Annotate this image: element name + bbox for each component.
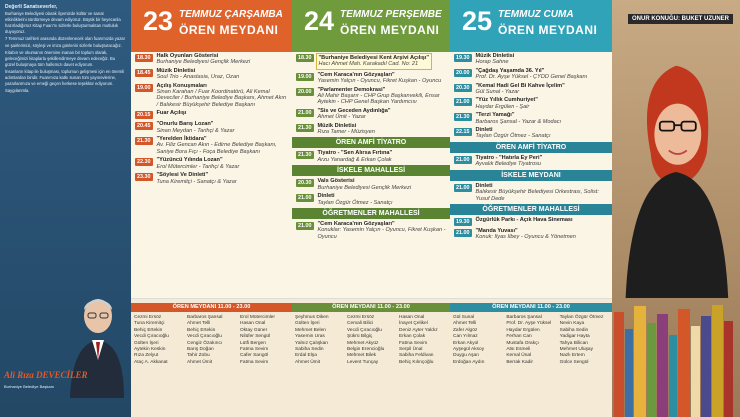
author-column (295, 315, 343, 366)
author-name: Ayşegül Aksoy (453, 347, 485, 353)
author-name: Mehmet Belen (295, 327, 326, 333)
day-month: TEMMUZ CUMA (498, 9, 574, 20)
event-title: Özgürlük Parkı - Açık Hava Sineması (475, 216, 573, 223)
signing-header: ÖREN MEYDANI 11.00 - 23.00 (292, 303, 450, 312)
event-time: 21.00 (298, 222, 312, 229)
event-time: 20.00 (456, 69, 470, 76)
section-header: İSKELE MAHALLESİ (292, 165, 450, 176)
author-name: Behiç Ertekin (134, 327, 163, 333)
event-title: "Yüz Yıllık Cumhuriyet" (475, 97, 538, 104)
author-name: Kemal Ünal (506, 353, 532, 359)
event-title: "Burhaniye Belediyesi Kent Arşivi Açılışı" (318, 55, 430, 61)
message-paragraph: İnsanların kitap ile buluşması, toplumun gelişmesi için en önemli adımlardan biridir. Fuarımıza katkı sunan tüm yayınevlerine, yazarlarımıza ve emeği geçen herkese teşekkür ediyorum. (5, 68, 124, 87)
author-name: Tahir Zobu (187, 353, 210, 359)
author-name: Ahmet Telli (187, 321, 211, 327)
author-name: Erkan Akyol (453, 340, 479, 346)
event-item (135, 136, 288, 155)
event-item (135, 83, 288, 109)
author-name: Cezmi Ersöz (134, 315, 162, 320)
book-spine (614, 312, 624, 417)
author-name: Zafer Algöz (453, 327, 478, 333)
event-detail: Ali Mahir Başarır - CHP Grup Başkanvekili, Ensar Aytekin - CHP Genel Başkan Yardımcısı (317, 93, 440, 106)
book-spine (625, 329, 633, 417)
author-name: Hasan Onal (240, 321, 266, 327)
event-time: 20.45 (137, 123, 151, 130)
author-name: Barış Doğan (187, 347, 214, 353)
event-time: 20.15 (137, 112, 151, 119)
event-detail: Erol Mütercimler - Tarihçi & Yazar (156, 163, 240, 170)
day-column-25 (450, 0, 612, 417)
event-time: 20.00 (298, 88, 312, 95)
event-item (296, 178, 446, 191)
event-time: 21.30 (298, 124, 312, 131)
author-name: Yadigar Hayta (559, 334, 590, 340)
event-title: "Söylesi Ve Dinleti" (156, 172, 209, 179)
author-name: Yalnız Çalışkan (295, 340, 328, 346)
author-list (292, 312, 450, 369)
author-name: Oktay Güner (240, 327, 268, 333)
author-name: Şeyhmus Diken (295, 315, 329, 320)
book-spine (657, 314, 668, 417)
event-detail: Haydar Ergülen - Şair (475, 103, 530, 110)
event-time: 19.30 (456, 55, 470, 61)
day-venue: ÖREN MEYDANI (340, 23, 440, 37)
section-header: ÖĞRETMENLER MAHALLESİ (450, 204, 612, 215)
event-item (454, 228, 608, 241)
event-title: "Yerelden İktidara" (156, 136, 207, 143)
event-title: Dinleti (475, 182, 493, 189)
author-name: Cemali Bilici (347, 321, 374, 327)
section-header: ÖREN AMFİ TİYATRO (292, 137, 450, 148)
event-detail: Hacı Ahmet Mah. Karakadıl Cad. No: 21 (318, 61, 419, 68)
day-venue: ÖREN MEYDANI (179, 23, 279, 37)
event-time: 19.30 (456, 218, 470, 225)
author-name: Tahya Bilican (559, 340, 588, 346)
event-title: "Onurlu Barış Lozan" (156, 121, 214, 128)
author-name: Deniz Ayter Yaldız (399, 327, 438, 333)
event-time: 21.00 (456, 229, 470, 236)
event-time: 21.00 (298, 109, 312, 116)
event-time: 18.45 (137, 69, 151, 76)
section-header: İSKELE MEYDANI (450, 170, 612, 181)
author-column (506, 315, 555, 366)
author-name: Erkan Çolak (399, 334, 426, 340)
event-item (135, 121, 288, 134)
event-title: "Cem Karaca'nın Gözyaşları" (317, 220, 395, 227)
event-item (454, 217, 608, 226)
author-name: Erol Mütercimler (240, 315, 275, 320)
event-item (454, 68, 608, 81)
event-detail: Barbaros Şansal - Yazar & Modacı (475, 118, 562, 125)
event-time: 18.30 (298, 55, 312, 61)
event-time: 19.00 (298, 73, 312, 80)
day-month: TEMMUZ PERŞEMBE (340, 9, 442, 20)
event-detail: Sinan Meydan - Tarihçi & Yazar (156, 127, 235, 134)
author-name: Duygu Aşan (453, 353, 479, 359)
author-name: Atsı Esmeli (506, 347, 531, 353)
event-time: 21.30 (137, 138, 151, 145)
book-spine (712, 305, 723, 417)
author-name: Mehmet Bilek (347, 353, 377, 359)
event-title: "Manda Yuvası" (475, 227, 518, 234)
event-detail: Arzu Yanardağ & Erkan Çolak (317, 156, 392, 163)
author-column (453, 315, 502, 366)
event-detail: Taylan Özgür Ötmez - Sanatçı (475, 133, 551, 140)
author-list (131, 312, 292, 369)
event-detail: Sinan Karahan / Fuar Koordinatörü, Ali Kemal Deveciler / Burhaniye Belediye Başkanı, Ahmet Akın / Balıkesir Büyükşehir Belediye Başkanı (156, 89, 287, 108)
book-spine (691, 326, 700, 417)
message-paragraph: Saygılarımla. (5, 88, 30, 94)
event-item (296, 72, 446, 85)
event-title: Müzik Dinletisi (156, 67, 196, 74)
day-events (292, 52, 450, 298)
event-detail: Konuklar: Yasemin Yalçın - Oyuncu, Fikret Kuşkan - Oyuncu (317, 227, 446, 240)
event-detail: Tuna Kiremitçi - Sanatçı & Yazar (156, 178, 237, 185)
author-name: Behiç Ertekin (187, 327, 216, 333)
author-name: Sabiha Sedin (295, 347, 324, 353)
author-name: Behiç Kılınçoğlu (399, 359, 434, 365)
day-month: TEMMUZ ÇARŞAMBA (179, 9, 283, 20)
author-name: Vecdi Çıracıoğlu (187, 334, 222, 340)
author-name: Ahmet Ümit (295, 359, 321, 365)
event-detail: Prof. Dr. Ayşe Yüksel - ÇYDD Genel Başkanı (475, 74, 588, 81)
author-name: Gülten İşeri (134, 340, 159, 346)
event-detail: Taylan Özgür Ötmez - Sanatçı (317, 199, 393, 206)
author-name: Cafer Sarıgöl (240, 353, 269, 359)
author-name: Levent Tunçay (347, 359, 379, 365)
event-item (454, 97, 608, 110)
mayor-signature: Ali Rıza DEVECİLER (4, 370, 88, 380)
author-name: Ferhan Can (506, 334, 532, 340)
guest-panel (612, 0, 740, 417)
day-column-24 (292, 0, 450, 417)
signing-header: ÖREN MEYDANI 11.00 - 23.00 (131, 303, 292, 312)
author-name: Nazlı Ertem (559, 353, 585, 359)
event-item (296, 193, 446, 206)
event-title: "Parlamenter Demokrasi" (317, 86, 386, 93)
author-name: Haydar Ergülen (506, 327, 540, 333)
guest-label: ONUR KONUĞU: BUKET UZUNER (628, 14, 733, 24)
author-name: Vecdi Çıracıoğlu (134, 334, 169, 340)
author-name: Can Yılmaz (453, 334, 478, 340)
author-name: Fatma Sevim (240, 347, 269, 353)
event-title: Vals Gösterisi (317, 178, 355, 185)
author-name: Ahmet Ümit (187, 359, 213, 365)
event-item (296, 150, 446, 163)
event-time: 21.00 (456, 99, 470, 106)
event-title: "Sis ve Geceden Aydınlığa" (317, 107, 391, 114)
event-title: "Yüzüncü Yılında Lozan" (156, 157, 223, 164)
author-name: Aytekin Keskin (134, 347, 166, 353)
author-name: Mehmet Akyüz (347, 340, 379, 346)
author-name: Ataç A. Akkanat (134, 359, 168, 365)
author-name: Mehmet Uluşay (559, 347, 593, 353)
author-list (450, 312, 612, 369)
author-name: Fatma Sevim (399, 340, 428, 346)
section-header: ÖĞRETMENLER MAHALLESİ (292, 208, 450, 219)
author-name: Barbaros Şansal (187, 315, 223, 320)
event-detail: Gül Sunal - Yazar (475, 89, 520, 96)
event-item (454, 83, 608, 96)
message-greeting: Değerli Sanatseverler, (5, 4, 58, 10)
event-detail: Ahmet Ümit - Yazar (317, 114, 366, 121)
event-detail: Burhaniye Belediyesi Gençlik Merkezi (317, 184, 412, 191)
event-title: "Çağdaş Yaşamda 36. Yıl" (475, 67, 545, 74)
event-item (296, 53, 446, 70)
event-item (135, 68, 288, 81)
author-column (134, 315, 183, 366)
message-paragraph: Kitabın ve okumanın önemine inanan bir toplum olarak, geleceğimizi kitaplarla şekillendirmeye devam edeceğiz. Bu güzel buluşmaya tüm halkımızı davet ediyorum. (5, 49, 116, 67)
event-detail: Konuk: Ilyas Ilbey - Oyuncu & Yönetmen (475, 234, 576, 241)
event-item (454, 53, 608, 66)
signing-header: ÖREN MEYDANI 11.00 - 23.00 (450, 303, 612, 312)
author-column (347, 315, 395, 366)
day-column-23 (131, 0, 292, 417)
book-spine (634, 306, 646, 417)
mayor-title: Burhaniye Belediye Başkanı (4, 384, 55, 389)
author-name: Nevin Kaya (559, 321, 585, 327)
event-detail: Soul Trio - Anastasia, Uraz, Ozan (156, 74, 240, 81)
day-events (450, 52, 612, 298)
author-name: Hasan Onal (399, 315, 425, 320)
event-time: 21.30 (456, 114, 470, 121)
author-name: İnayet Çelikel (399, 321, 428, 327)
day-number: 24 (304, 6, 335, 36)
event-detail: Horap Sahne (475, 59, 509, 66)
event-title: Dinleti (475, 127, 493, 134)
guest-photo (612, 28, 740, 298)
author-name: Cengiz Özakıncı (187, 340, 223, 346)
event-item (135, 172, 288, 185)
event-time: 22.15 (456, 129, 470, 136)
event-item (454, 183, 608, 202)
event-item (296, 123, 446, 136)
event-title: Açılış Konuşmaları (156, 82, 207, 89)
event-detail: Burhaniye Belediyesi Gençlik Merkezi (156, 59, 251, 66)
event-title: Halk Oyunları Gösterisi (156, 53, 219, 59)
author-column (187, 315, 236, 366)
event-time: 21.00 (456, 156, 470, 163)
event-detail: Yasemin Yalçın - Oyuncu, Fikret Kuşkan - Oyuncu (317, 78, 442, 85)
book-spine (669, 335, 677, 417)
event-detail: Av. Filiz Gencan Akın - Edirne Belediye Başkanı, Saniye Bora Fıçı - Foça Belediye Başkanı (156, 142, 277, 155)
book-spine (678, 309, 690, 417)
author-column (399, 315, 447, 366)
day-header (450, 0, 612, 52)
event-title: Müzik Dinletisi (317, 122, 357, 129)
author-name: Lütfi Bergen (240, 340, 266, 346)
book-spine (647, 323, 656, 417)
event-item (454, 112, 608, 125)
author-name: Şükrü Bilgiç (347, 334, 373, 340)
author-name: Belgin Erencioğlu (347, 347, 385, 353)
event-item (135, 53, 288, 66)
day-header (292, 0, 450, 52)
event-time: 21.30 (298, 152, 312, 159)
event-time: 18.30 (137, 55, 151, 61)
event-time: 20.30 (456, 84, 470, 91)
event-time: 21.00 (298, 195, 312, 202)
author-name: Gülce Sengül (559, 359, 589, 365)
author-name: Sabiha Sedin (559, 327, 589, 333)
event-item (135, 110, 288, 119)
event-detail: Balıkesir Büyükşehir Belediyesi Orkestrası, Solist: Yusuf Dede (475, 189, 599, 202)
event-item (296, 87, 446, 106)
author-name: Fatma Sevim (240, 359, 269, 365)
book-spine (724, 321, 733, 417)
author-name: Serpil Ünal (399, 347, 423, 353)
mayor-message (0, 0, 131, 99)
section-header: ÖREN AMFİ TİYATRO (450, 142, 612, 153)
books-decoration (612, 300, 740, 417)
author-column (560, 315, 609, 366)
event-item (296, 108, 446, 121)
author-name: Taylan Özgür Ötmez (559, 315, 604, 320)
event-detail: Rıza Tamer - Müzisyen (317, 129, 375, 136)
event-item (454, 127, 608, 140)
author-column (240, 315, 289, 366)
author-name: Vecdi Çıracıoğlu (347, 327, 382, 333)
author-name: Nilüfer Sengül (240, 334, 271, 340)
message-paragraph: 7 Temmuz tarihleri arasında düzenlenecek olan fuarımızda yazar ve şairlerimizi, söyleşi ve imza günlerini sizlerle buluşturacağız. (5, 36, 126, 48)
signing-schedule (292, 298, 450, 417)
author-name: Ahmet Telli (453, 321, 477, 327)
event-item (135, 157, 288, 170)
author-name: Tuna Kiremitçi (134, 321, 165, 327)
day-number: 23 (143, 6, 174, 36)
event-detail: Ayvalık Belediye Tiyatrosu (475, 161, 541, 168)
event-time: 19.00 (137, 84, 151, 91)
event-item (296, 221, 446, 240)
event-title: Müzik Dinletisi (475, 53, 515, 59)
day-events (131, 52, 292, 298)
author-name: Barbaros Şansal (506, 315, 542, 320)
author-name: Sabiha Feldivan (399, 353, 434, 359)
author-name: Cezmi Ersöz (347, 315, 375, 320)
author-name: Erdoğan Aydın (453, 359, 485, 365)
event-highlight (316, 53, 433, 70)
event-title: "Terzi Yamağı" (475, 112, 515, 119)
signing-schedule (131, 298, 292, 417)
author-name: Rıza Zelyut (134, 353, 159, 359)
mayor-photo (68, 288, 124, 398)
author-name: Gül Sunal (453, 315, 475, 320)
event-title: "Cem Karaca'nın Gözyaşları" (317, 71, 395, 78)
author-name: Berrak Kadir (506, 359, 533, 365)
book-spine (701, 316, 711, 417)
mayor-message-panel (0, 0, 131, 417)
event-title: Fuar Açılışı (156, 110, 187, 117)
author-name: Gülten İşeri (295, 321, 320, 327)
day-number: 25 (462, 6, 493, 36)
author-name: Prof. Dr. Ayşe Yüksel (506, 321, 552, 327)
author-name: Yasemin Uras (295, 334, 325, 340)
author-name: Erdal Elşa (295, 353, 317, 359)
event-time: 22.30 (137, 159, 151, 166)
event-time: 23.30 (137, 174, 151, 181)
event-title: Tiyatro - "Hatırla Ey Peri" (475, 154, 543, 161)
event-title: Tiyatro - "Sen Alırsa Fırtına" (317, 150, 393, 157)
event-title: "Kemal Hadi Gel Bi Kahve İçelim" (475, 82, 565, 89)
event-item (454, 155, 608, 168)
signing-schedule (450, 298, 612, 417)
author-name: Mustafa Orakçı (506, 340, 539, 346)
event-time: 21.00 (456, 184, 470, 191)
event-title: Dinleti (317, 193, 335, 200)
event-time: 20.30 (298, 180, 312, 187)
day-venue: ÖREN MEYDANI (498, 23, 598, 37)
day-header (131, 0, 292, 52)
message-paragraph: Burhaniye Belediyesi olarak ilçemizde kültür ve sanat etkinliklerini sürdürmeye devam ediyoruz. Büyük bir heyecanla hazırladığımız Kitap Fuarı'nı sizlerle buluşturmaktan mutluluk duyuyoruz. (5, 11, 121, 35)
